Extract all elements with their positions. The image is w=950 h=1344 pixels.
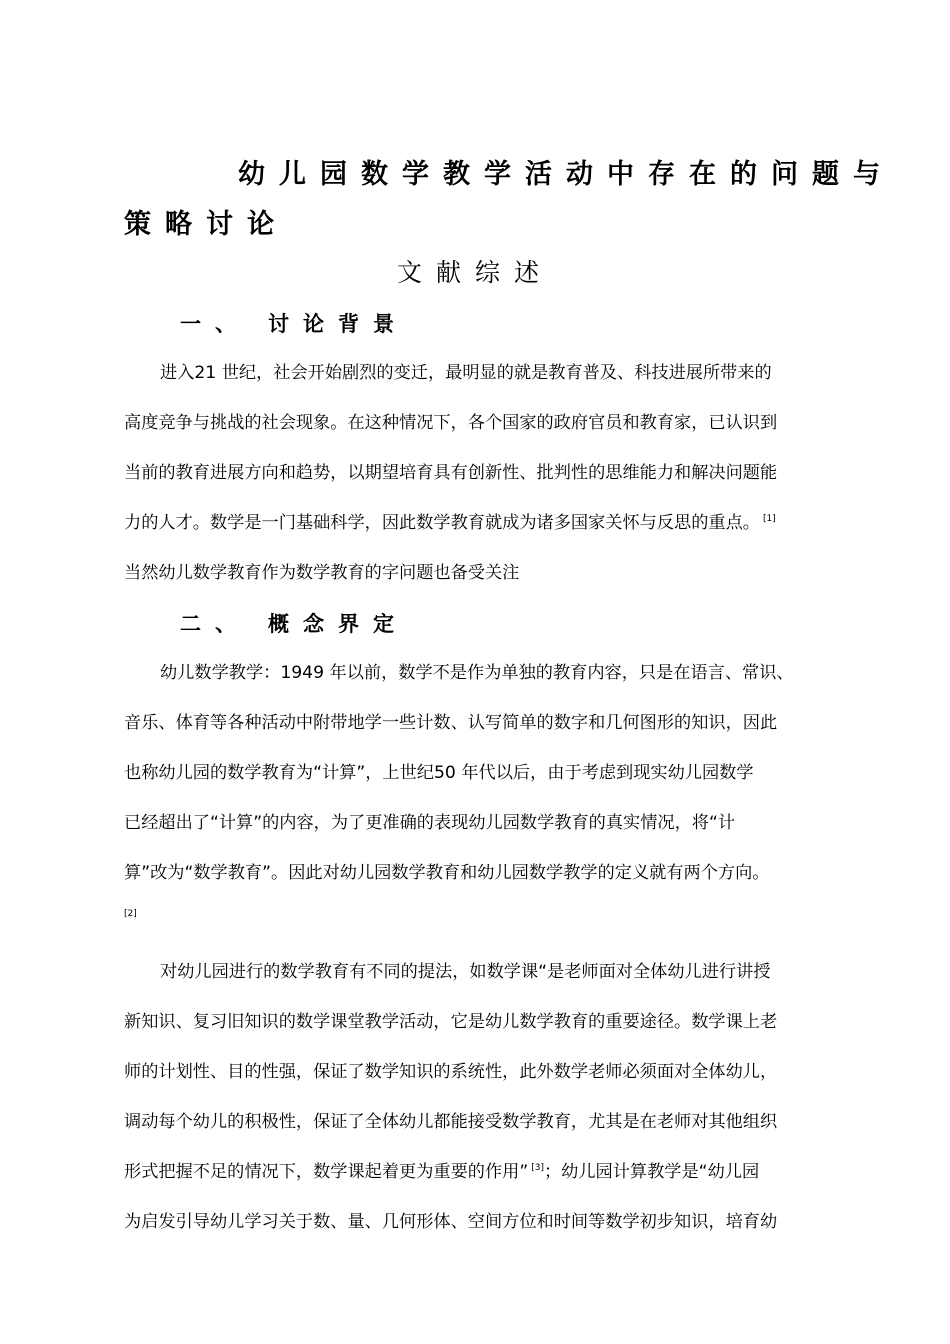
document-title-line-1: 幼儿园数学教学活动中存在的问题与 bbox=[238, 159, 894, 190]
paragraph-line: 算”改为“数学教育”。因此对幼儿园数学教育和幼儿园数学教学的定义就有两个方向。 bbox=[124, 863, 770, 883]
section-heading-background bbox=[180, 311, 408, 337]
paragraph-line: 进入21 世纪，社会开始剧烈的变迁，最明显的就是教育普及、科技进展所带来的 bbox=[160, 363, 772, 383]
document-title-line-2: 策略讨论 bbox=[124, 209, 288, 240]
section-title: 概念界定 bbox=[268, 612, 408, 636]
document-subtitle: 文献综述 bbox=[396, 258, 553, 287]
paragraph-line: 新知识、复习旧知识的数学课堂教学活动，它是幼儿数学教育的重要途径。数学课上老 bbox=[124, 1012, 778, 1032]
paragraph-line-text: 力的人才。数学是一门基础科学，因此数学教育就成为诸多国家关怀与反思的重点。 bbox=[124, 513, 760, 533]
section-number: 二、 bbox=[180, 612, 250, 636]
paragraph-line: 师的计划性、目的性强，保证了数学知识的系统性，此外数学老师必须面对全体幼儿， bbox=[124, 1062, 778, 1082]
paragraph-line: 幼儿数学教学：1949 年以前，数学不是作为单独的教育内容，只是在语言、常识、 bbox=[160, 663, 794, 683]
paragraph-line-text: ；幼儿园计算教学是“幼儿园 bbox=[543, 1162, 760, 1182]
paragraph-line bbox=[124, 1160, 759, 1184]
paragraph-line: 当然幼儿数学教育作为数学教育的字问题也备受关注 bbox=[124, 563, 520, 583]
paragraph-line: 也称幼儿园的数学教育为“计算”，上世纪50 年代以后，由于考虑到现实幼儿园数学 bbox=[124, 763, 754, 783]
paragraph-line-text: 形式把握不足的情况下，数学课起着更为重要的作用” bbox=[124, 1162, 529, 1182]
paragraph-line: 为启发引导幼儿学习关于数、量、几何形体、空间方位和时间等数学初步知识，培育幼 bbox=[124, 1212, 778, 1232]
citation-marker: [1] bbox=[762, 514, 776, 524]
paragraph-line: 已经超出了“计算”的内容，为了更准确的表现幼儿园数学教育的真实情况，将“计 bbox=[124, 813, 736, 833]
paragraph-line: 对幼儿园进行的数学教育有不同的提法，如数学课“是老师面对全体幼儿进行讲授 bbox=[160, 962, 771, 982]
citation-marker: [2] bbox=[124, 909, 137, 919]
paragraph-line bbox=[124, 511, 776, 535]
section-number: 一、 bbox=[180, 312, 250, 336]
section-heading-definitions bbox=[180, 611, 408, 637]
paragraph-line: 音乐、体育等各种活动中附带地学一些计数、认写简单的数字和几何图形的知识，因此 bbox=[124, 713, 778, 733]
paragraph-line: 当前的教育进展方向和趋势，以期望培育具有创新性、批判性的思维能力和解决问题能 bbox=[124, 463, 778, 483]
paragraph-line: 高度竞争与挑战的社会现象。在这种情况下，各个国家的政府官员和教育家，已认识到 bbox=[124, 413, 778, 433]
paragraph-line: 调动每个幼儿的积极性，保证了全体幼儿都能接受数学教育，尤其是在老师对其他组织 bbox=[124, 1112, 778, 1132]
citation-marker: [3] bbox=[531, 1163, 544, 1173]
section-title: 讨论背景 bbox=[268, 312, 408, 336]
